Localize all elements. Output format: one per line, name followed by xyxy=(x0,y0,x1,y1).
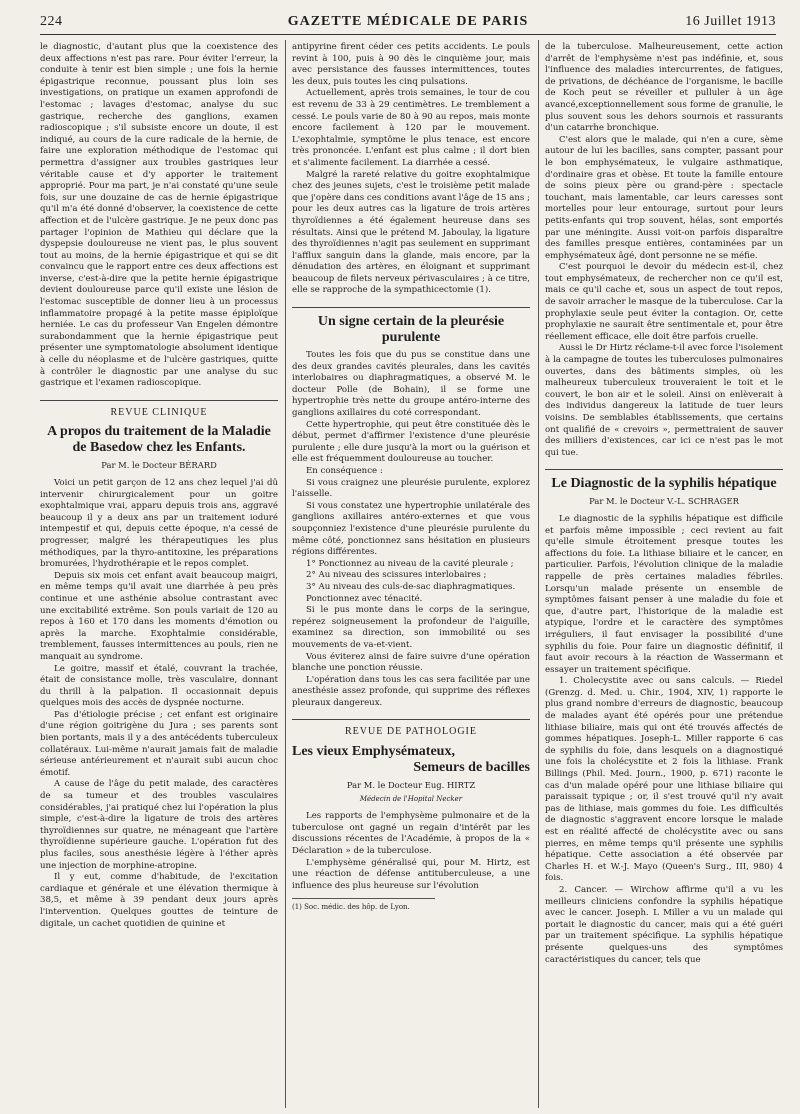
paragraph: C'est pourquoi le devoir du médecin est-il, chez tout emphysémateux, de rechercher non ce qu'il est, mais ce qu'il cache et, sous un aspect de tout repos, de savoir arracher le masque de la tuberculose. Car la prophylaxie seule peut éviter la contagion. Or, cette prophylaxie ne saurait être sentimentale et, pour être réellement efficace, elle doit être parfois cruelle. xyxy=(545,262,783,342)
paragraph: Il y eut, comme d'habitude, de l'excitation cardiaque et générale et une élévation thermique à 38,5, et même à 39 pendant deux jours après l'intervention. Quelques gouttes de teinture de digitale, un cachet quotidien de quinine et xyxy=(40,872,278,929)
paragraph: Si le pus monte dans le corps de la seringue, repérez soigneusement la profondeur de l'aiguille, examinez sa direction, son immobilité ou ses mouvements de va-et-vient. xyxy=(292,605,530,650)
paragraph: Malgré la rareté relative du goitre exophtalmique chez des jeunes sujets, c'est le troisième petit malade que j'opère dans ces conditions avant l'âge de 15 ans ; pour les deux autres cas la ligature de trois artères thyroïdiennes a été également heureuse dans ses résultats. Ainsi que le prétend M. Jaboulay, la ligature des thyroïdiennes n'agit pas seulement en supprimant l'afflux sanguin dans la glande, mais encore, par la dénudation des artères, en éloignant et supprimant beaucoup de filets nerveux périvasculaires ; à ce titre, elle se rapproche de la sympathicectomie (1). xyxy=(292,169,530,296)
byline: Par M. le Docteur V.-L. SCHRAGER xyxy=(589,496,739,507)
column-rule xyxy=(285,40,286,1108)
paragraph: 2° Au niveau des scissures interlobaires ; xyxy=(306,570,487,581)
column-3 xyxy=(545,42,783,1108)
byline-role: Médecin de l'Hopital Necker xyxy=(359,794,463,803)
footnote: (1) Soc. médic. des hôp. de Lyon. xyxy=(292,898,435,914)
paragraph: le diagnostic, d'autant plus que la coexistence des deux affections n'est pas rare. Pour éviter l'erreur, la conduite à tenir est bien simple ; une fois la hernie épigastrique reconnue, poussant plus loin ses investigations, on pratique un examen approfondi de l'estomac ; lavages d'estomac, analyse du suc gastrique, recherche des ganglions, examen radioscopique ; s'il subsiste encore un doute, il est indiqué, au cours de la cure radicale de la hernie, de faire une exploration méthodique de l'estomac qui permettra d'assigner aux troubles gastriques leur véritable cause et d'y apporter le traitement approprié. Pour ma part, je n'ai constaté qu'une seule fois, sur une douzaine de cas de hernie épigastrique qu'il m'a été donné d'observer, la coexistence de cette affection et de l'ulcère gastrique. Je ne peux donc pas partager l'opinion de Mathieu qui déclare que la dyspepsie douloureuse ne vient pas, le plus souvent tout au moins, de la hernie épigastrique et qui se dit convaincu que le rapport entre ces deux affections est inverse, c'est-à-dire que la petite hernie épigastrique devient douloureuse parce qu'il existe une lésion de l'estomac susceptible de donner lieu à un processus inflammatoire propagé à la petite masse épiploïque herniée. Le cas du professeur Van Engelen démontre surabondamment que la hernie épigastrique peut présenter une symptomatologie absolument identique à celle du néoplasme et de l'ulcère gastriques, quitte à contrôler le diagnostic par une analyse du suc gastrique et l'examen radioscopique. xyxy=(40,42,278,389)
issue-date: 16 Juillet 1913 xyxy=(685,14,776,29)
byline: Par M. le Docteur BÉRARD xyxy=(101,460,217,471)
page-number: 224 xyxy=(40,14,63,29)
paragraph: 1° Ponctionnez au niveau de la cavité pleurale ; xyxy=(306,558,514,569)
paragraph: Depuis six mois cet enfant avait beaucoup maigri, en même temps qu'il avait une diarrhée à peu près continue et une asthénie absolue contrastant avec une excitabilité extrême. Son pouls variait de 120 au repos à 160 et 170 dans les moments d'émotion ou après la marche. Exophtalmie considérable, tremblement, fausses intermittences au pouls, rien ne manquait au syndrome. xyxy=(40,570,278,662)
column-rule xyxy=(538,40,539,1108)
column-1 xyxy=(40,42,278,1108)
paragraph: Cette hypertrophie, qui peut être constituée dès le début, permet d'affirmer l'existence d'une pleurésie purulente ; elle dure jusqu'à la mort ou la guérison et elle est fréquemment douloureuse au toucher. xyxy=(292,419,530,465)
divider xyxy=(545,469,783,470)
divider xyxy=(292,307,530,308)
column-2 xyxy=(292,42,530,1108)
article-title: Un signe certain de la pleurésie purulente xyxy=(317,314,505,346)
paragraph: Si vous constatez une hypertrophie unilatérale des ganglions axillaires antéro-externes et que vous soupçonniez l'existence d'une pleurésie purulente du même côté, ponctionnez sans hésitation en plusieurs régions différentes. xyxy=(292,500,530,558)
paragraph: Actuellement, après trois semaines, le tour de cou est revenu de 33 à 29 centimètres. Le tremblement a cessé. Le pouls varie de 80 à 90 au repos, mais monte encore facilement à 120 par le mouvement. L'exophtalmie, symptôme le plus tenace, est encore très prononcée. L'enfant est plus calme ; il dort bien et s'alimente facilement. La diarrhée a cessé. xyxy=(292,88,530,168)
paragraph: de la tuberculose. Malheureusement, cette action d'arrêt de l'emphysème n'est pas indéfinie, et, sous l'influence des maladies intercurrentes, de fatigues, de privations, de déchéance de l'organisme, le bacille de Koch peut se réveiller et pulluler à un âge avancé,exceptionnellement sous forme de granulie, le plus souvent sous les dehors sournois et rassurants d'un catarrhe bronchique. xyxy=(545,42,783,134)
page-header xyxy=(40,12,776,35)
journal-title: GAZETTE MÉDICALE DE PARIS xyxy=(287,14,529,29)
paragraph: Pas d'étiologie précise ; cet enfant est originaire d'une région goitrigène du Jura ; ses parents sont bien portants, mais il y a des antécédents tuberculeux collatéraux. Lui-même n'aurait jamais fait de maladie sérieuse antérieurement et n'aurait subi aucun choc émotif. xyxy=(40,709,278,778)
paragraph: 2. Cancer. — Wirchow affirme qu'il a vu les meilleurs cliniciens confondre la syphilis hépatique avec le cancer. Joseph. L Miller a vu un malade qui portait le diagnostic du cancer, mais qui a été guéri par un traitement spécifique. La syphilis hépatique présente quelques-uns des symptômes caractéristiques du cancer, tels que xyxy=(545,884,783,965)
article-title: Le Diagnostic de la syphilis hépatique xyxy=(551,476,777,492)
paragraph: Les rapports de l'emphysème pulmonaire et de la tuberculose ont gagné un regain d'intérêt par les discussions récentes de l'Académie, à propos de la « Déclaration » de la tuberculose. xyxy=(292,811,530,857)
paragraph: L'opération dans tous les cas sera facilitée par une anesthésie assez profonde, qui supprime des réflexes pleuraux dangereux. xyxy=(292,674,530,708)
paragraph: A cause de l'âge du petit malade, des caractères de sa tumeur et des troubles vasculaires considérables, j'ai pratiqué chez lui l'opération la plus simple, c'est-à-dire la ligature de trois des artères thyroïdiennes sur quatre, ne ménageant que l'artère thyroïdienne supérieure gauche. L'opération fut des plus faciles, sous anesthésie légère à l'éther après une injection de morphine-atropine. xyxy=(40,779,278,871)
article-title: Les vieux Emphysémateux, xyxy=(292,744,455,760)
paragraph: C'est alors que le malade, qui n'en a cure, sème autour de lui les bacilles, sans compter, passant pour le bon emphysémateux, le vulgaire asthmatique, d'ordinaire gras et obèse. Et toute la famille entoure de soins pieux père ou grand-père : spectacle touchant, mais lamentable, car leurs caresses sont mortelles pour leur entourage, surtout pour leurs petits-enfants qui trop souvent, hélas, sont emportés par une méningite. Aussi voit-on parfois disparaître des familles presque entières, contaminées par un emphysémateux âgé, dont personne ne se méfie. xyxy=(545,134,783,261)
paragraph: En conséquence : xyxy=(306,466,383,476)
paragraph: L'emphysème généralisé qui, pour M. Hirtz, est une réaction de défense antituberculeuse, a une influence des plus heureuse sur l'évolution xyxy=(292,857,530,891)
article-subtitle: Semeurs de bacilles xyxy=(413,760,530,776)
paragraph: Si vous craignez une pleurésie purulente, explorez l'aisselle. xyxy=(292,477,530,500)
paragraph: Vous éviterez ainsi de faire suivre d'une opération blanche une ponction réussie. xyxy=(292,651,530,674)
paragraph: Le diagnostic de la syphilis hépatique est difficile et parfois même impossible ; ceci revient au fait qu'elle simule étroitement presque toutes les affections du foie. La lithiase biliaire et le cancer, en particulier. Parfois, l'évolution clinique de la maladie rappelle de près certaines maladies fébriles. Lorsqu'un malade présente un ensemble de symptômes faisant penser à une maladie du foie et que, d'autre part, l'historique de la maladie est atypique, l'ordre et le caractère des symptômes irréguliers, il faut envisager la possibilité d'une syphilis du foie. Pour faire un diagnostic définitif, il faut avoir recours à la réaction de Wassermann et essayer un traitement spécifique. xyxy=(545,513,783,675)
paragraph: Ponctionnez avec ténacité. xyxy=(306,593,423,604)
paragraph: Le goitre, massif et étalé, couvrant la trachée, était de consistance molle, très vasculaire, donnant du thrill à la palpation. Il occasionnait depuis quelques mois des accès de dyspnée nocturne. xyxy=(40,663,278,709)
paragraph: Aussi le Dr Hirtz réclame-t-il avec force l'isolement à la campagne de toutes les tuberculoses pulmonaires ouvertes, dans des bâtiments simples, où les malheureux tuberculeux trouveraient le toit et le couvert, le bon air et le soleil. Ainsi on enlèverait à des individus dangereux la latitude de tuer leurs voisins. De semblables établissements, que certains ont qualifié de « crevoirs », permettraient de sauver des milliers d'existences, car ici ce n'est pas le mot qui tue. xyxy=(545,343,783,458)
byline: Par M. le Docteur Eug. HIRTZ xyxy=(346,780,476,791)
paragraph: Toutes les fois que du pus se constitue dans une des deux grandes cavités pleurales, dans les cavités interlobaires ou diaphragmatiques, a observé M. le docteur Polle (de Bohain), il se forme une hypertrophie très nette du groupe antéro-interne des ganglions axillaires du coté correspondant. xyxy=(292,350,530,419)
paragraph: Voici un petit garçon de 12 ans chez lequel j'ai dû intervenir chirurgicalement pour un goitre exophtalmique vrai, apparu depuis trois ans, aggravé beaucoup il y a deux ans par un traitement ioduré intempestif et qui, depuis cette époque, n'a cessé de progresser, malgré les thérapeutiques les plus méthodiques, par la thyro-antitoxine, les préparations bromurées, l'hydrothérapie et le repos complet. xyxy=(40,478,278,570)
paragraph: antipyrine firent céder ces petits accidents. Le pouls revint à 100, puis à 90 dès le cinquième jour, mais avec persistance des fausses intermittences, toutes les deux, puis toutes les cinq pulsations. xyxy=(292,42,530,87)
article-title: A propos du traitement de la Maladie de Basedow chez les Enfants. xyxy=(47,424,271,456)
paragraph: 1. Cholecystite avec ou sans calculs. — Riedel (Grenzg. d. Med. u. Chir., 1904, XIV, 1) rapporte le plus grand nombre d'erreurs de diagnostic, beaucoup de malades ayant été opérés pour une prétendue lithiase biliaire, mais qui ont été trouvés affectés de gommes hépatiques. Joseph-L. Miller rapporte 6 cas de syphilis du foie, dans lesquels on a diagnostiqué une fois la cholécystite et 2 fois la lithiase. Frank Billings (Phil. Med. Journ., 1900, p. 671) raconte le cas d'un malade opéré pour une lithiase biliaire qui paraissait typique ; or, il s'est trouvé qu'il n'y avait pas de lithiase, mais gommes du foie. Les difficultés de diagnostic s'aggravent encore lorsque le malade est en réalité affecté de cholécystite avec ou sans pierres, en même temps qu'il présente une syphilis hépatique. Cette association a été observée par Charles H. et W.-J. Mayo (Queen's Surg., III, 980) 4 fois. xyxy=(545,676,783,884)
section-heading: REVUE DE PATHOLOGIE xyxy=(292,719,530,738)
section-heading: REVUE CLINIQUE xyxy=(40,400,278,419)
paragraph: 3° Au niveau des culs-de-sac diaphragmatiques. xyxy=(306,581,516,592)
